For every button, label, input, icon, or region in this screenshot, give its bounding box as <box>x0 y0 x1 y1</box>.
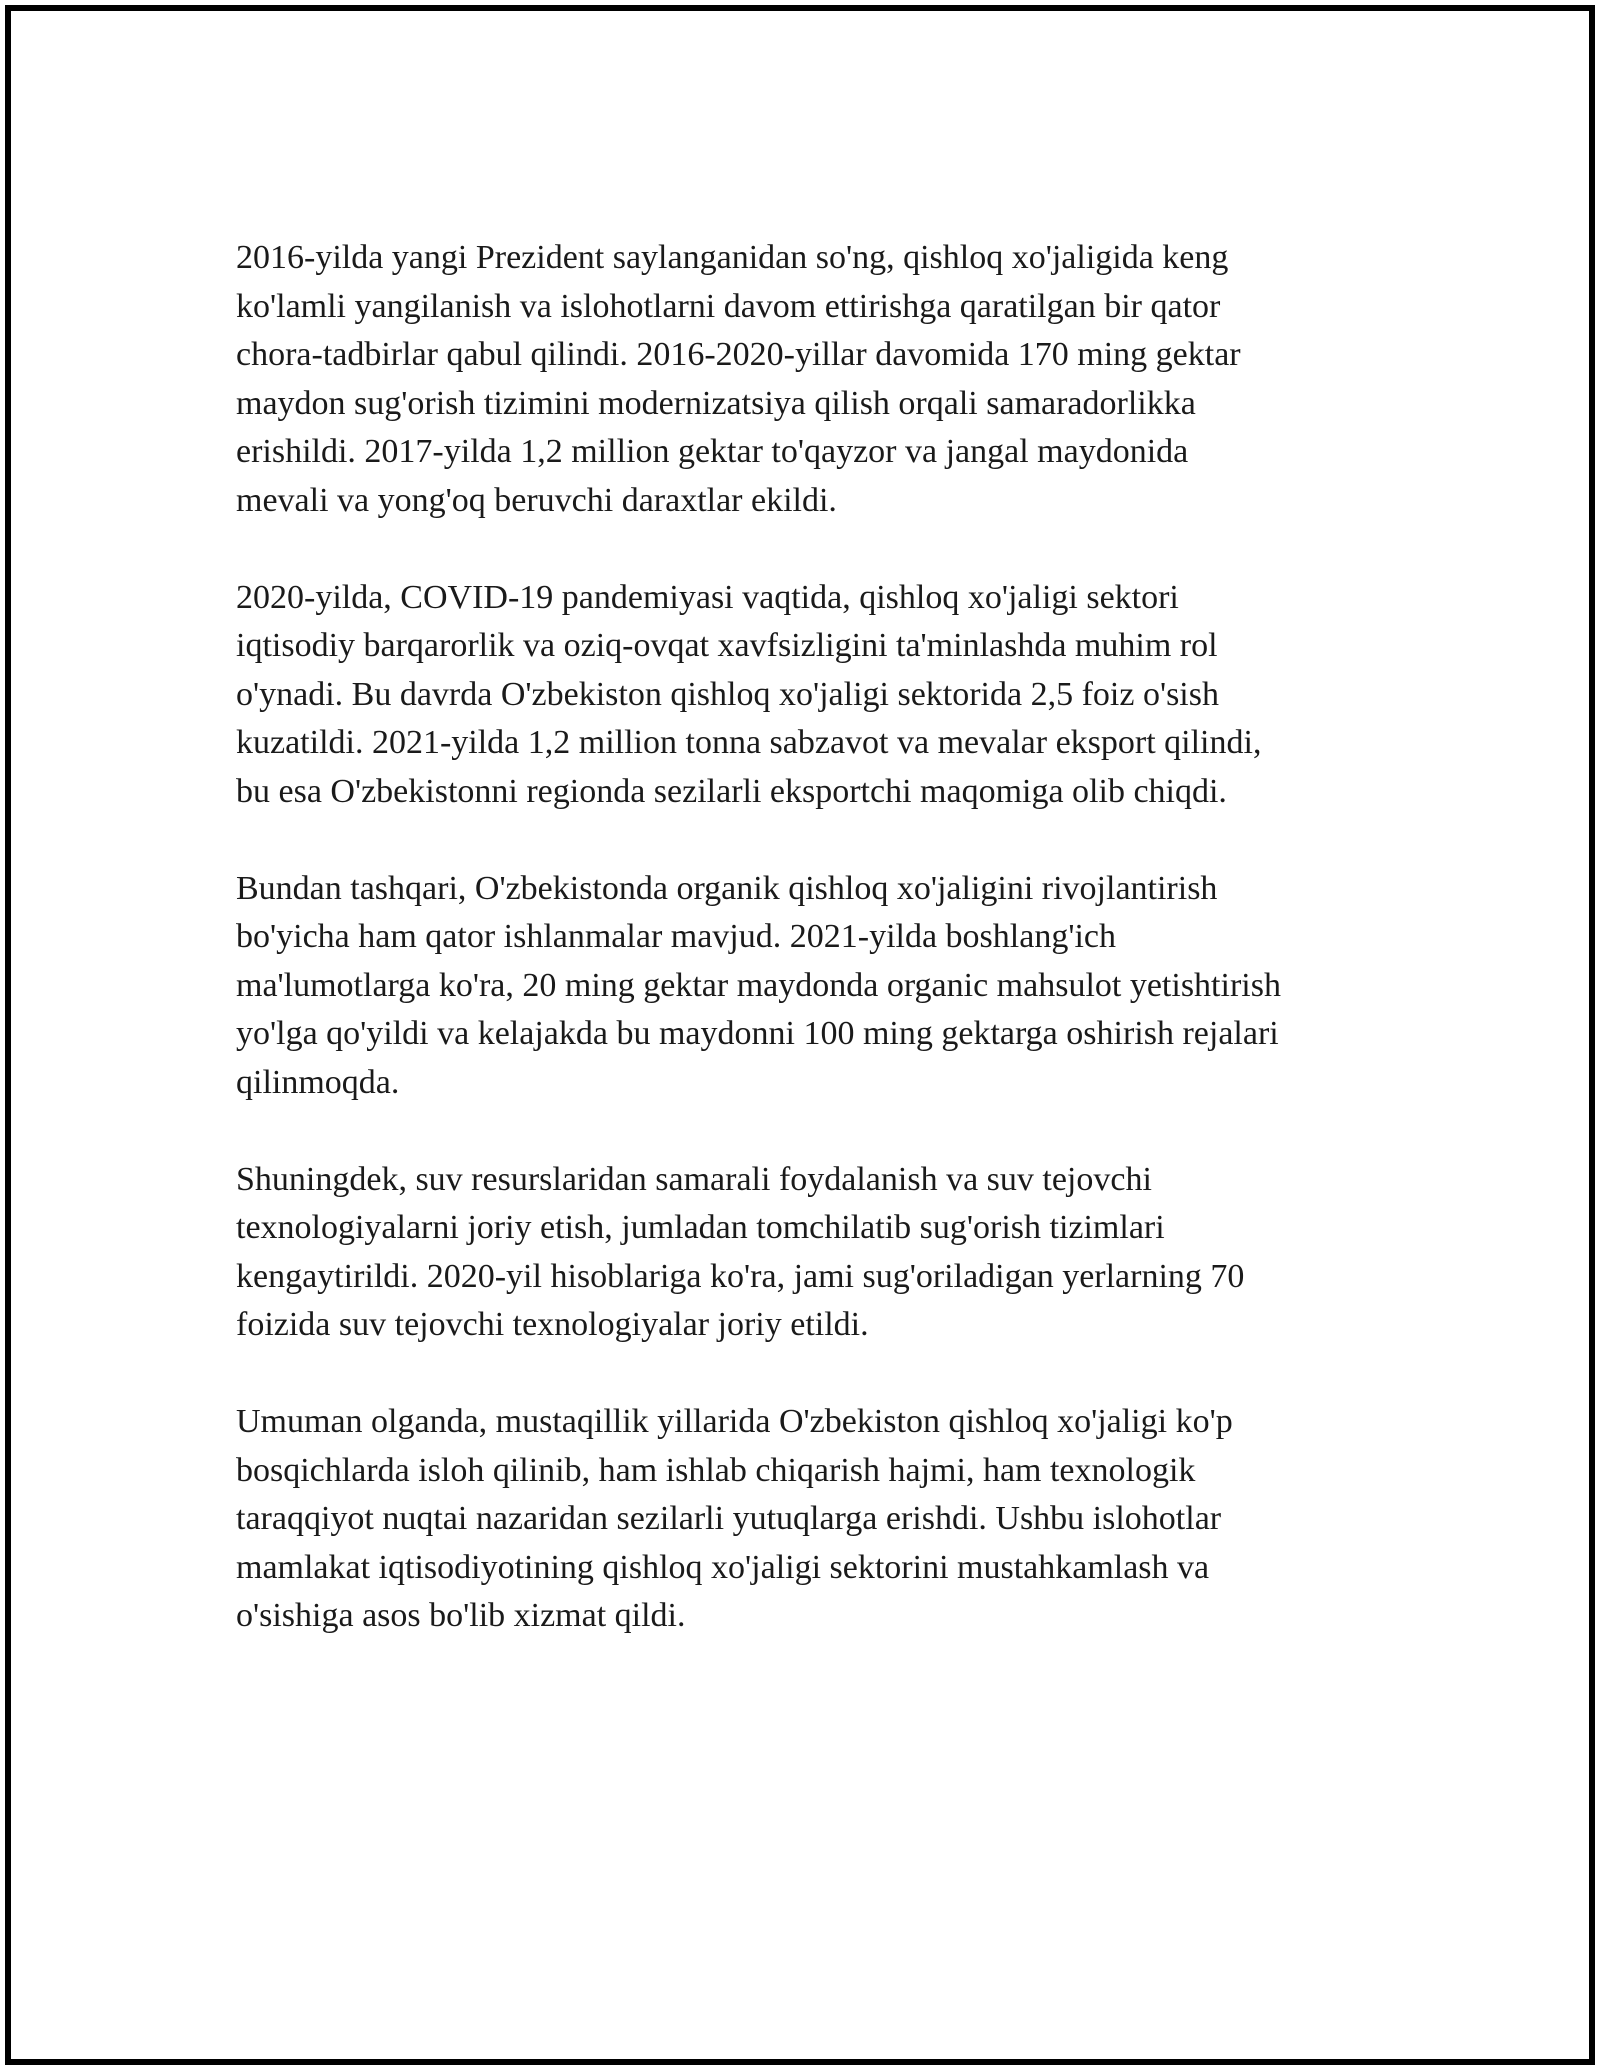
text-line: Bundan tashqari, O'zbekistonda organik qishloq xo'jaligini rivojlantirish <box>236 869 1218 907</box>
text-line: o'sishiga asos bo'lib xizmat qildi. <box>236 1597 686 1634</box>
text-line: bo'yicha ham qator ishlanmalar mavjud. 2021-yilda boshlang'ich <box>236 918 1116 955</box>
text-line: ma'lumotlarga ko'ra, 20 ming gektar maydonda organic mahsulot yetishtirish <box>236 966 1281 1004</box>
text-line: Shuningdek, suv resurslaridan samarali foydalanish va suv tejovchi <box>236 1160 1152 1198</box>
text-line: iqtisodiy barqarorlik va oziq-ovqat xavfsizligini ta'minlashda muhim rol <box>236 627 1218 664</box>
text-line: mevali va yong'oq beruvchi daraxtlar ekildi. <box>236 481 837 519</box>
paragraph-4 <box>236 1156 1400 1350</box>
text-line: chora-tadbirlar qabul qilindi. 2016-2020-yillar davomida 170 ming gektar <box>236 336 1241 373</box>
text-line: kuzatildi. 2021-yilda 1,2 million tonna sabzavot va mevalar eksport qilindi, <box>236 724 1262 761</box>
paragraph-2 <box>236 574 1400 817</box>
text-line: qilinmoqda. <box>236 1063 400 1101</box>
text-line: 2016-yilda yangi Prezident saylanganidan so'ng, qishloq xo'jaligida keng <box>236 239 1229 276</box>
text-line: mamlakat iqtisodiyotining qishloq xo'jaligi sektorini mustahkamlash va <box>236 1548 1210 1586</box>
text-line: Umuman olganda, mustaqillik yillarida O'zbekiston qishloq xo'jaligi ko'p <box>236 1403 1233 1440</box>
text-line: yo'lga qo'yildi va kelajakda bu maydonni 100 ming gektarga oshirish rejalari <box>236 1015 1279 1052</box>
text-line: 2020-yilda, COVID-19 pandemiyasi vaqtida, qishloq xo'jaligi sektori <box>236 578 1179 616</box>
paragraph-5 <box>236 1398 1400 1641</box>
text-line: kengaytirildi. 2020-yil hisoblariga ko'ra, jami sug'oriladigan yerlarning 70 <box>236 1257 1245 1295</box>
text-line: bu esa O'zbekistonni regionda sezilarli eksportchi maqomiga olib chiqdi. <box>236 772 1227 810</box>
text-line: ko'lamli yangilanish va islohotlarni davom ettirishga qaratilgan bir qator <box>236 287 1221 325</box>
text-line: bosqichlarda isloh qilinib, ham ishlab chiqarish hajmi, ham texnologik <box>236 1451 1196 1489</box>
document-body <box>236 234 1400 1641</box>
text-line: foizida suv tejovchi texnologiyalar joriy etildi. <box>236 1306 869 1343</box>
text-line: taraqqiyot nuqtai nazaridan sezilarli yutuqlarga erishdi. Ushbu islohotlar <box>236 1500 1222 1537</box>
paragraph-3 <box>236 865 1400 1108</box>
text-line: texnologiyalarni joriy etish, jumladan tomchilatib sug'orish tizimlari <box>236 1209 1165 1246</box>
text-line: maydon sug'orish tizimini modernizatsiya qilish orqali samaradorlikka <box>236 384 1196 422</box>
paragraph-1 <box>236 234 1400 525</box>
text-line: o'ynadi. Bu davrda O'zbekiston qishloq xo'jaligi sektorida 2,5 foiz o'sish <box>236 675 1219 713</box>
text-line: erishildi. 2017-yilda 1,2 million gektar to'qayzor va jangal maydonida <box>236 433 1189 470</box>
